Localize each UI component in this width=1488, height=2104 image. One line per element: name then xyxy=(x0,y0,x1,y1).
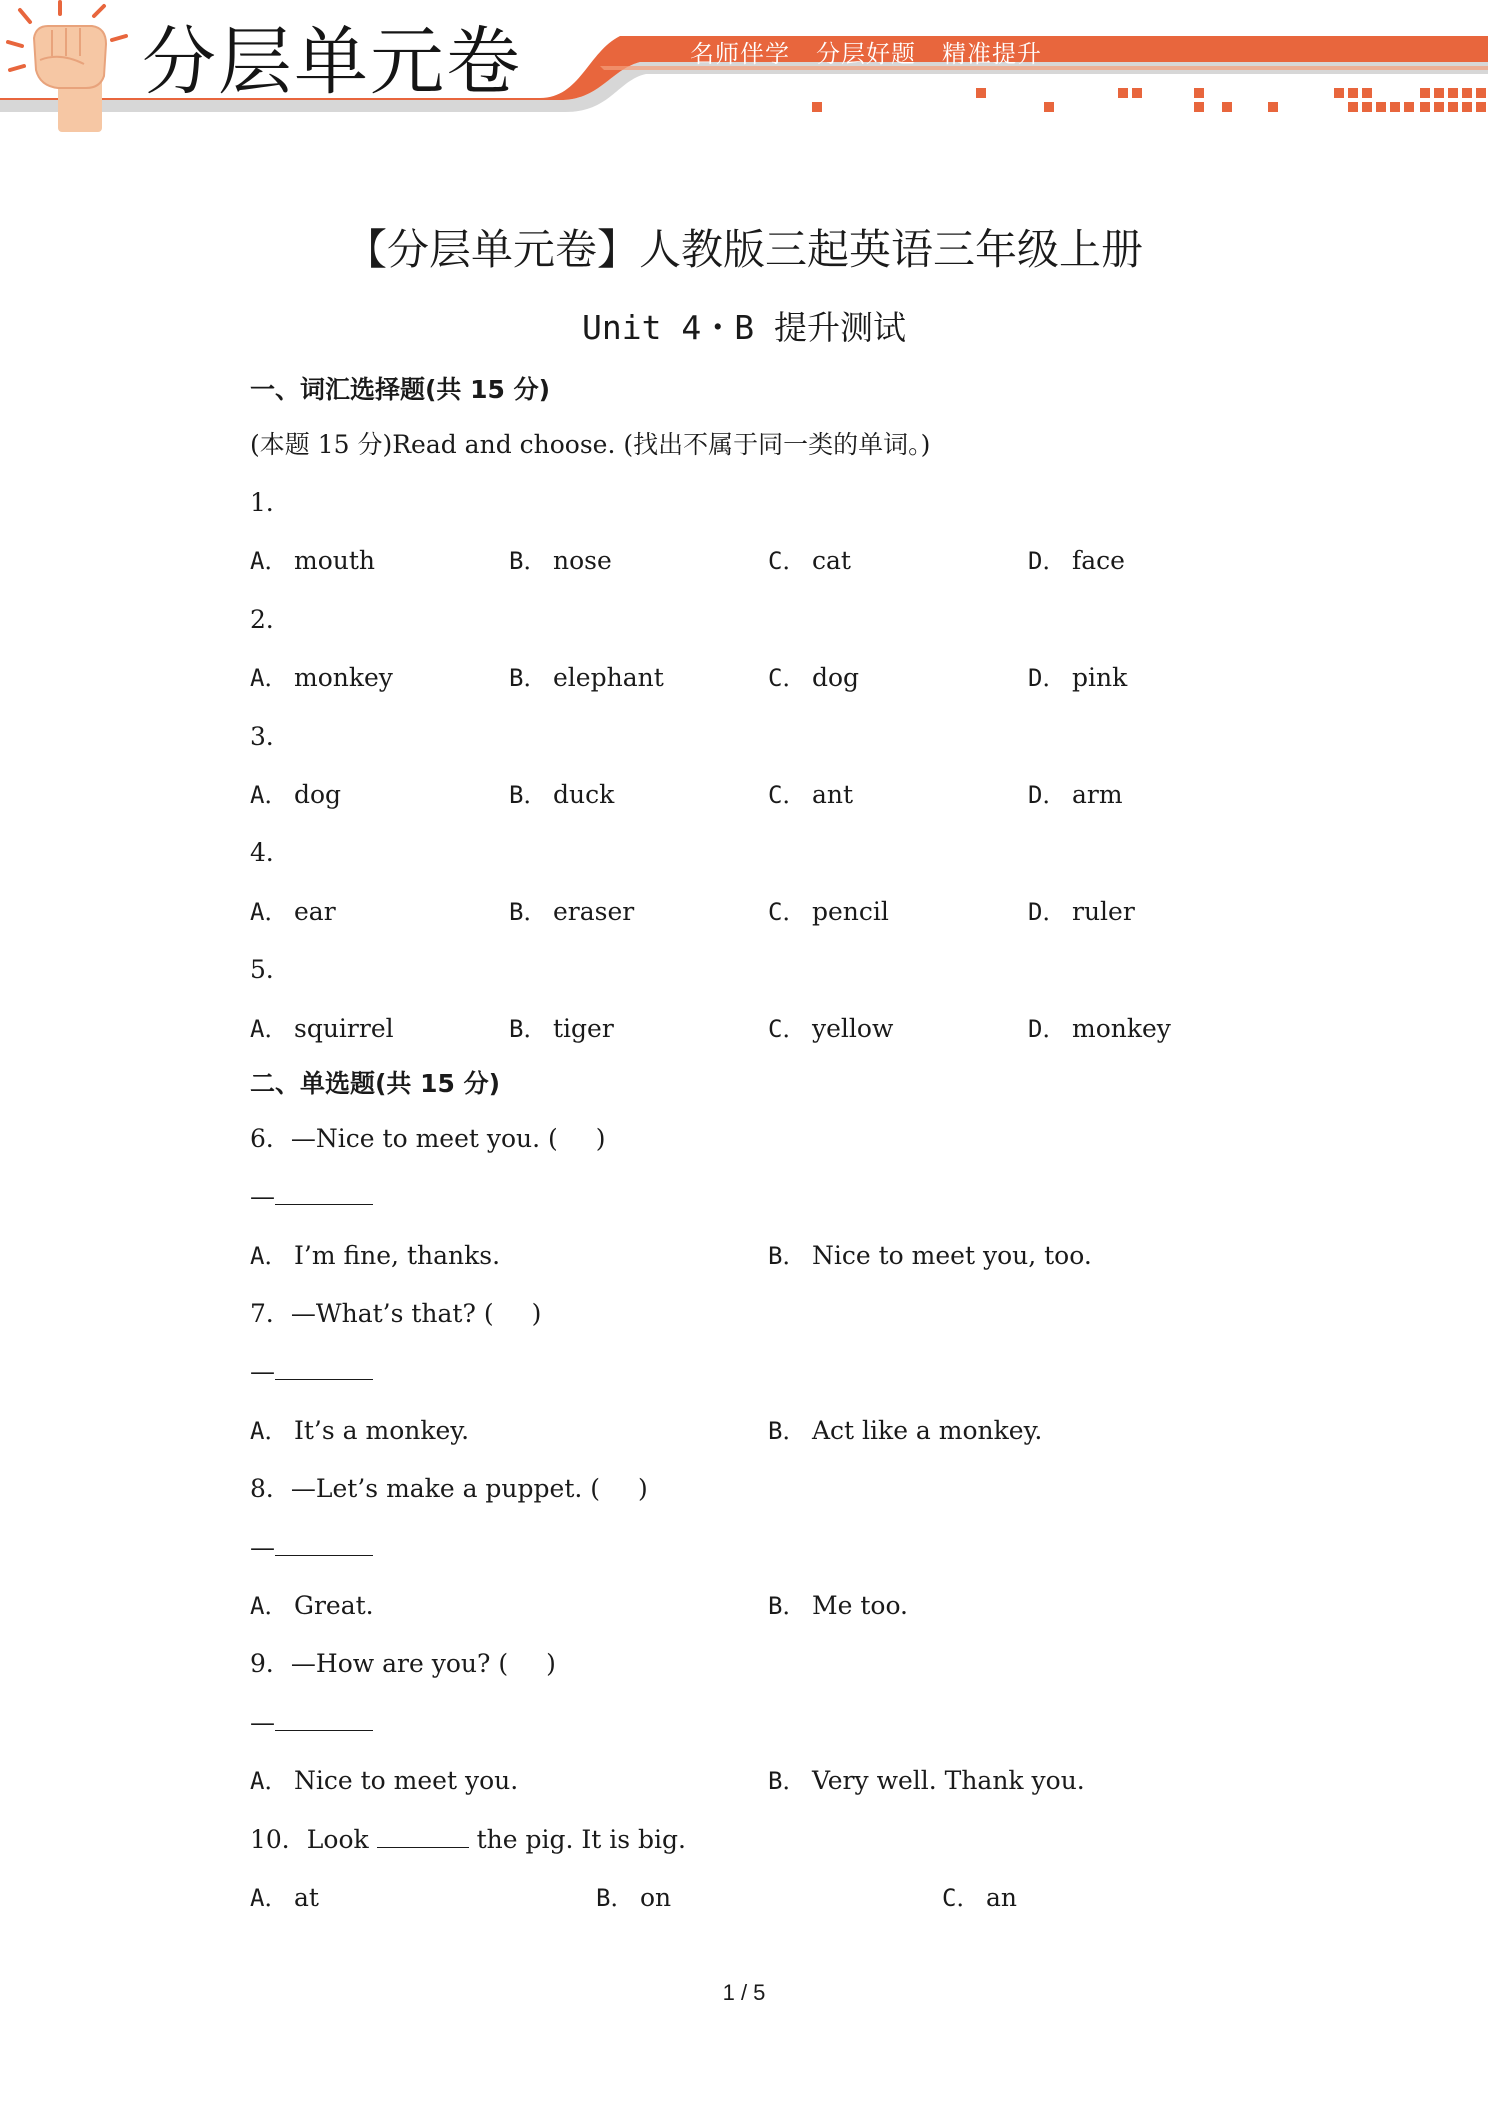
brand-title: 分层单元卷 xyxy=(142,19,522,105)
option-a[interactable]: A． squirrel xyxy=(250,1013,394,1043)
document-subtitle: Unit 4・B 提升测试 xyxy=(582,308,906,347)
option-d[interactable]: D． pink xyxy=(1028,663,1128,693)
option-a[interactable]: A． mouth xyxy=(250,546,376,576)
option-c[interactable]: C． cat xyxy=(768,546,851,576)
fill-in-blank[interactable] xyxy=(377,1829,469,1848)
question-stem: 9．—How are you? ( ) xyxy=(250,1649,556,1679)
option-row xyxy=(250,883,1250,941)
option-c[interactable]: C． an xyxy=(942,1882,1018,1912)
option-row xyxy=(250,1869,1250,1927)
question-stem: 8．—Let’s make a puppet. ( ) xyxy=(250,1474,648,1504)
option-a[interactable]: A． I’m fine, thanks. xyxy=(250,1240,501,1270)
option-d[interactable]: D． arm xyxy=(1028,779,1123,809)
question-number: 2． xyxy=(250,604,291,634)
section-instruction: (本题 15 分)Read and choose. (找出不属于同一类的单词。) xyxy=(250,430,931,459)
option-a[interactable]: A． dog xyxy=(250,779,342,809)
option-row xyxy=(250,1227,1250,1285)
option-d[interactable]: D． face xyxy=(1028,546,1125,576)
option-b[interactable]: B． Me too. xyxy=(768,1591,908,1621)
option-a[interactable]: A． monkey xyxy=(250,663,393,693)
option-row xyxy=(250,1752,1250,1810)
section-heading: 二、单选题(共 15 分) xyxy=(250,1068,501,1098)
document-title: 【分层单元卷】人教版三起英语三年级上册 xyxy=(344,225,1143,274)
option-a[interactable]: A． Great. xyxy=(250,1591,374,1621)
decorative-squares xyxy=(812,88,1486,112)
option-b[interactable]: B． duck xyxy=(509,779,615,809)
option-b[interactable]: B． Very well. Thank you. xyxy=(768,1766,1085,1796)
option-d[interactable]: D． ruler xyxy=(1028,896,1135,926)
option-b[interactable]: B． Nice to meet you, too. xyxy=(768,1240,1092,1270)
option-a[interactable]: A． Nice to meet you. xyxy=(250,1766,519,1796)
section-heading: 一、词汇选择题(共 15 分) xyxy=(250,375,551,404)
option-a[interactable]: A． ear xyxy=(250,896,336,926)
slogan-item: 名师伴学 xyxy=(690,40,790,68)
option-row xyxy=(250,1402,1250,1460)
question-number: 1． xyxy=(250,488,291,517)
option-b[interactable]: B． eraser xyxy=(509,896,635,926)
option-c[interactable]: C． dog xyxy=(768,663,860,693)
option-a[interactable]: A． It’s a monkey. xyxy=(250,1415,470,1445)
option-row xyxy=(250,1577,1250,1635)
question-number: 5． xyxy=(250,955,291,985)
option-b[interactable]: B． Act like a monkey. xyxy=(768,1415,1043,1445)
option-c[interactable]: C． yellow xyxy=(768,1013,894,1043)
answer-blank[interactable]: — xyxy=(250,1343,1250,1401)
answer-blank[interactable]: — xyxy=(250,1694,1250,1752)
option-row xyxy=(250,649,1250,707)
slogan-item: 分层好题 xyxy=(816,40,916,68)
question-stem: 7．—What’s that? ( ) xyxy=(250,1299,542,1329)
question-stem: 6．—Nice to meet you. ( ) xyxy=(250,1123,606,1153)
page-number: 1 / 5 xyxy=(722,1980,766,2005)
question-stem: 10．Look the pig. It is big. xyxy=(250,1824,686,1854)
question-number: 3． xyxy=(250,721,291,751)
answer-blank[interactable]: — xyxy=(250,1519,1250,1577)
exam-content xyxy=(250,364,1250,1927)
option-row xyxy=(250,1000,1250,1058)
option-b[interactable]: B． on xyxy=(596,1882,672,1912)
fist-icon xyxy=(8,2,126,132)
slogan xyxy=(690,34,1042,69)
option-row xyxy=(250,766,1250,824)
option-b[interactable]: B． nose xyxy=(509,546,612,576)
question-number: 4． xyxy=(250,838,291,868)
option-d[interactable]: D． monkey xyxy=(1028,1013,1171,1043)
answer-blank[interactable]: — xyxy=(250,1168,1250,1226)
option-b[interactable]: B． tiger xyxy=(509,1013,614,1043)
slogan-item: 精准提升 xyxy=(942,40,1042,68)
option-a[interactable]: A． at xyxy=(250,1882,319,1912)
option-c[interactable]: C． pencil xyxy=(768,896,889,926)
option-b[interactable]: B． elephant xyxy=(509,663,664,693)
option-row xyxy=(250,532,1250,590)
option-c[interactable]: C． ant xyxy=(768,779,854,809)
header-banner xyxy=(0,0,1488,140)
